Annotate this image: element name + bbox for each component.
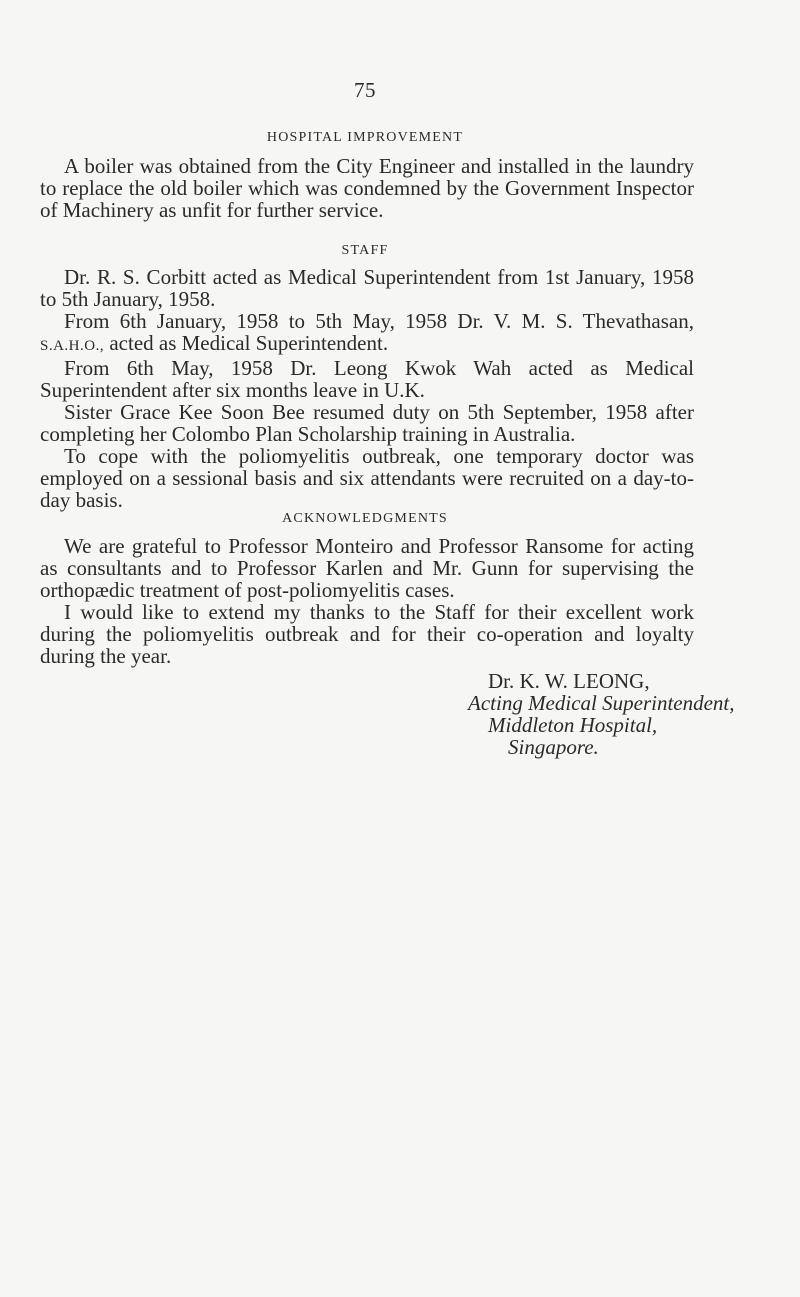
abbreviation: S.A.H.O.,: [40, 338, 105, 354]
paragraph: I would like to extend my thanks to the Staff for their excellent work during the poliomyelitis outbreak and for their co-operation and loyalty during the year.: [40, 600, 694, 668]
signature-name: Dr. K. W. LEONG,: [488, 669, 650, 693]
acknowledgments-section: [40, 535, 694, 667]
text: From 6th January, 1958 to 5th May, 1958 Dr. V. M. S. Thevathasan,: [64, 309, 694, 333]
paragraph: From 6th May, 1958 Dr. Leong Kwok Wah acted as Medical Superintendent after six months leave in U.K.: [40, 356, 694, 402]
signature-hospital: Middleton Hospital,: [488, 713, 658, 737]
signature-title: Acting Medical Superintendent,: [468, 691, 735, 715]
paragraph: Sister Grace Kee Soon Bee resumed duty on 5th September, 1958 after completing her Colombo Plan Scholarship training in Australia.: [40, 400, 694, 446]
hospital-improvement-section: [40, 155, 694, 221]
heading-hospital-improvement: HOSPITAL IMPROVEMENT: [266, 130, 464, 145]
signature-location: Singapore.: [508, 735, 599, 759]
signature-block: [468, 670, 788, 758]
page-number: 75: [354, 78, 376, 102]
heading-acknowledgments: ACKNOWLEDGMENTS: [282, 511, 448, 526]
heading-staff: STAFF: [341, 243, 389, 258]
paragraph: A boiler was obtained from the City Engineer and installed in the laundry to replace the old boiler which was condemned by the Government Inspector of Machinery as unfit for further service.: [40, 154, 694, 222]
paragraph: We are grateful to Professor Monteiro and Professor Ransome for acting as consultants and to Professor Karlen and Mr. Gunn for supervising the orthopædic treatment of post-poliomyelitis cases.: [40, 534, 694, 602]
paragraph: To cope with the poliomyelitis outbreak, one temporary doctor was employed on a sessional basis and six attendants were recruited on a day-to-day basis.: [40, 444, 694, 512]
paragraph: Dr. R. S. Corbitt acted as Medical Superintendent from 1st January, 1958 to 5th January, 1958.: [40, 265, 694, 311]
staff-section: [40, 266, 694, 511]
paragraph: [40, 310, 694, 357]
text: acted as Medical Superintendent.: [109, 331, 389, 355]
